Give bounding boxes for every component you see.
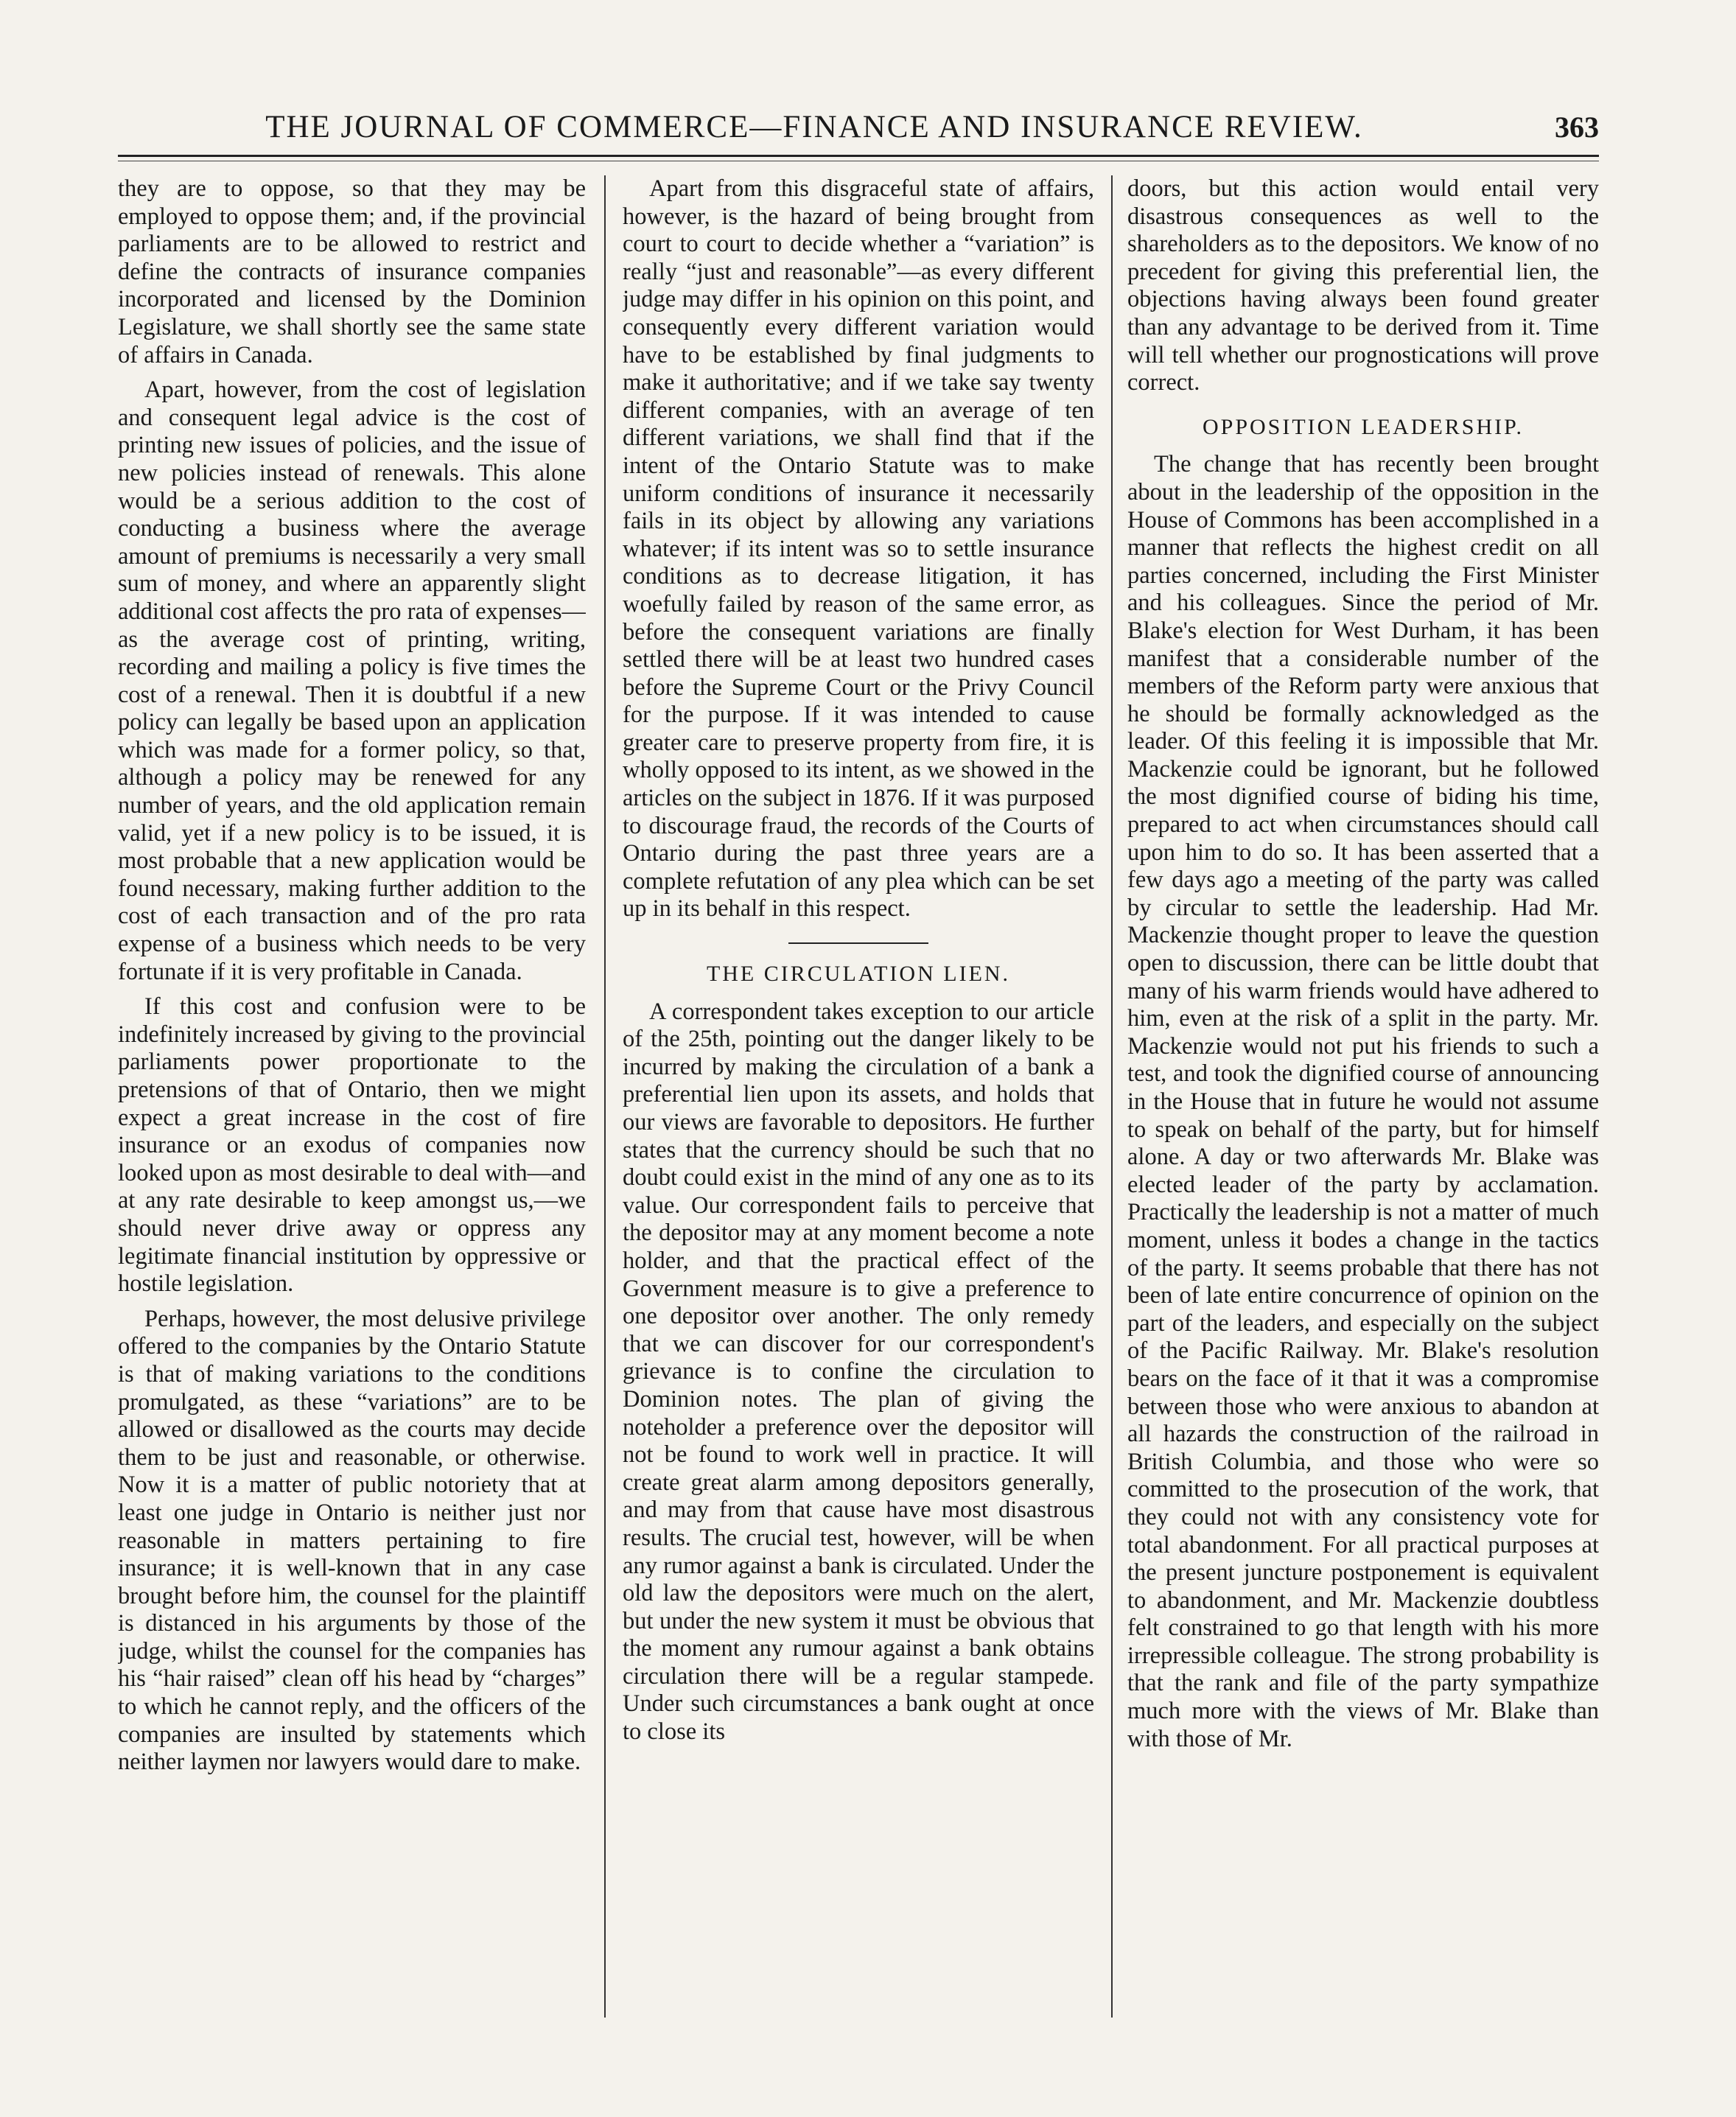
paragraph: Perhaps, however, the most delusive privilege offered to the companies by the Ontario Statute is that of making variations to the conditions promulgated, as these “variations” are to be allowed or disallowed as the courts may decide them to be just and reasonable, or otherwise. Now it is a matter of public notoriety that at least one judge in Ontario is neither just nor reasonable in matters pertaining to fire insurance; it is well-known that in any case brought before him, the counsel for the plaintiff is distanced in his arguments by those of the judge, whilst the counsel for the companies has his “hair raised” clean off his head by “charges” to which he cannot reply, and the officers of the companies are insulted by statements which neither laymen nor lawyers would dare to make.	[118, 1305, 586, 1776]
paragraph: The change that has recently been brought about in the leadership of the opposition in the House of Commons has been accomplished in a manner that reflects the highest credit on all parties concerned, including the First Minister and his colleagues. Since the period of Mr. Blake's election for West Durham, it has been manifest that a considerable number of the members of the Reform party were anxious that he should be formally acknowledged as the leader. Of this feeling it is impossible that Mr. Mackenzie could be ignorant, but he followed the most dignified course of biding his time, prepared to act when circumstances should call upon him to do so. It has been asserted that a few days ago a meeting of the party was called by circular to settle the leadership. Had Mr. Mackenzie thought proper to leave the question open to discussion, there can be little doubt that many of his warm friends would have adhered to him, even at the risk of a split in the party. Mr. Mackenzie would not put his friends to such a test, and took the dignified course of announcing in the House that in future he would not assume to speak on behalf of the party, but for himself alone. A day or two afterwards Mr. Blake was elected leader of the party by acclamation. Practically the leadership is not a matter of much moment, unless it bodes a change in the tactics of the party. It seems probable that there has not been of late entire concurrence of opinion on the part of the leaders, and especially on the subject of the Pacific Railway. Mr. Blake's resolution bears on the face of it that it was a compromise between those who were anxious to abandon at all hazards the construction of the railroad in British Columbia, and those who were so committed to the prosecution of the work, that they could not with any consistency vote for total abandonment. For all practical purposes at the present juncture postponement is equivalent to abandonment, and Mr. Mackenzie doubtless felt constrained to go that length with his more irrepressible colleague. The strong probability is that the rank and file of the party sympathize much more with the views of Mr. Blake than with those of Mr.	[1127, 451, 1599, 1752]
paragraph: doors, but this action would entail very disastrous consequences as well to the shareholders as to the depositors. We know of no precedent for giving this preferential lien, the objections having always been found greater than any advantage to be derived from it. Time will tell whether our prognostications will prove correct.	[1127, 175, 1599, 396]
header-rule	[118, 155, 1599, 157]
paragraph: Apart, however, from the cost of legislation and consequent legal advice is the cost of printing new issues of policies, and the issue of new policies instead of renewals. This alone would be a serious addition to the cost of conducting a business where the average amount of premiums is necessarily a very small sum of money, and where an apparently slight additional cost affects the pro rata of expenses—as the average cost of printing, writing, recording and mailing a policy is five times the cost of a renewal. Then it is doubtful if a new policy can legally be based upon an application which was made for a former policy, so that, although a policy may be renewed for any number of years, and the old application remain valid, yet if a new policy is to be issued, it is most probable that a new application would be found necessary, making further addition to the cost of each transaction and of the pro rata expense of a business which needs to be very fortunate if it is very profitable in Canada.	[118, 377, 586, 985]
paragraph: they are to oppose, so that they may be employed to oppose them; and, if the provincial parliaments are to be allowed to restrict and define the contracts of insurance companies incorporated and licensed by the Dominion Legislature, we shall shortly see the same state of affairs in Canada.	[118, 175, 586, 368]
column-1	[118, 175, 586, 2025]
column-divider	[604, 175, 606, 2018]
section-title-circulation-lien: THE CIRCULATION LIEN.	[706, 962, 1011, 987]
column-divider	[1111, 175, 1113, 2018]
paragraph: A correspondent takes exception to our article of the 25th, pointing out the danger likely to be incurred by making the circulation of a bank a preferential lien upon its assets, and holds that our views are favorable to depositors. He further states that the currency should be such that no doubt could exist in the mind of any one as to its value. Our correspondent fails to perceive that the depositor may at any moment become a note holder, and that the practical effect of the Government measure is to give a preference to one depositor over another. The only remedy that we can discover for our correspondent's grievance is to confine the circulation to Dominion notes. The plan of giving the noteholder a preference over the depositor will not be found to work well in practice. It will create great alarm among depositors generally, and may from that cause have most disastrous results. The crucial test, however, will be when any rumor against a bank is circulated. Under the old law the depositors were much on the alert, but under the new system it must be obvious that the moment any rumour against a bank obtains circulation there will be a regular stampede. Under such circumstances a bank ought at once to close its	[623, 998, 1094, 1746]
page-header	[111, 109, 1599, 150]
page-number: 363	[1555, 111, 1599, 144]
paragraph: Apart from this disgraceful state of affairs, however, is the hazard of being brought from court to court to decide whether a “variation” is really “just and reasonable”—as every different judge may differ in his opinion on this point, and consequently every different variation would have to be established by final judgments to make it authoritative; and if we take say twenty different companies, with an average of ten different variations, we shall find that if the intent of the Ontario Statute was to make uniform conditions of insurance it necessarily fails in its object by allowing any variations whatever; if its intent was so to settle insurance conditions as to decrease litigation, it has woefully failed by reason of the same error, as before the consequent variations are finally settled there will be at least two hundred cases before the Supreme Court or the Privy Council for the purpose. If it was intended to cause greater care to preserve property from fire, it is wholly opposed to its intent, as we showed in the articles on the subject in 1876. If it was purposed to discourage fraud, the records of the Courts of Ontario during the past three years are a complete refutation of any plea which can be set up in its behalf in this respect.	[623, 175, 1094, 923]
column-2	[623, 175, 1094, 2025]
section-rule	[788, 942, 928, 944]
paragraph: If this cost and confusion were to be indefinitely increased by giving to the provincial parliaments power proportionate to the pretensions of that of Ontario, then we might expect a great increase in the cost of fire insurance or an exodus of companies now looked upon as most desirable to deal with—and at any rate desirable to keep amongst us,—we should never drive away or oppress any legitimate financial institution by oppressive or hostile legislation.	[118, 993, 586, 1298]
column-3	[1127, 175, 1599, 2025]
section-title-opposition-leadership: OPPOSITION LEADERSHIP.	[1202, 414, 1525, 439]
running-title: THE JOURNAL OF COMMERCE—FINANCE AND INSURANCE REVIEW.	[265, 110, 1363, 144]
